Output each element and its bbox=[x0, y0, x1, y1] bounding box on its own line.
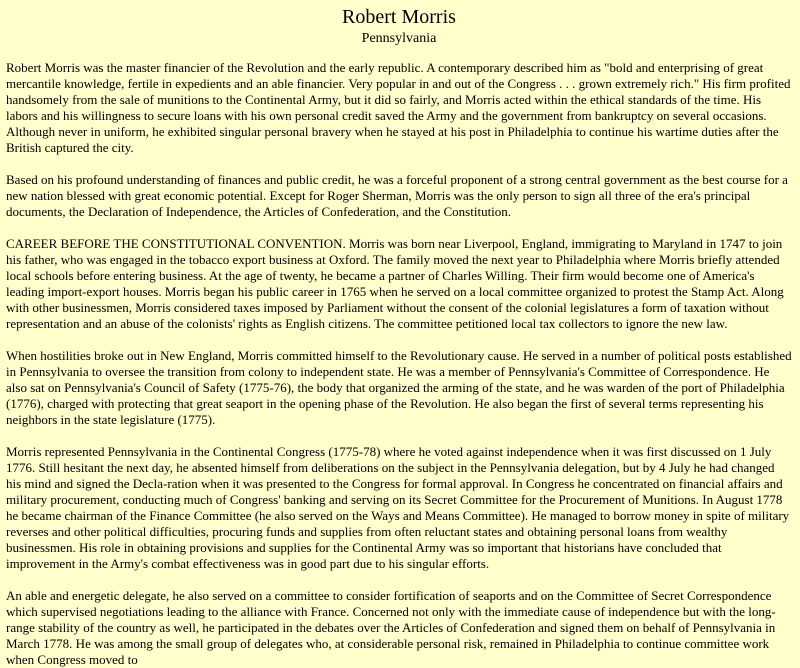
page-title: Robert Morris bbox=[342, 6, 456, 28]
paragraph-finance-views: Based on his profound understanding of finances and public credit, he was a forceful proponent of a strong central government as the best course for a new nation blessed with great economic potential. Except for Roger Sherman, Morris was the only person to sign all three of the era's principal documents, the Declaration of Independence, the Articles of Confederation, and the Constitution. bbox=[6, 172, 788, 219]
paragraph-intro: Robert Morris was the master financier of the Revolution and the early republic. A contemporary described him as "bold and enterprising of great mercantile knowledge, fertile in expedients and an able financier. Very popular in and out of the Congress . . . grown extremely rich." His firm profited handsomely from the sale of munitions to the Continental Army, but it did so fairly, and Morris acted within the ethical standards of the time. His labors and his willingness to secure loans with his own personal credit saved the Army and the government from bankruptcy on several occasions. Although never in uniform, he exhibited singular personal bravery when he stayed at his post in Philadelphia to continue his wartime duties after the British captured the city. bbox=[6, 60, 791, 155]
paragraph-continental-congress: Morris represented Pennsylvania in the Continental Congress (1775-78) where he voted against independence when it was first discussed on 1 July 1776. Still hesitant the next day, he absented himself from deliberations on the subject in the Pennsylvania delegation, but by 4 July he had changed his mind and signed the Decla-ration when it was presented to the Congress for formal approval. In Congress he concentrated on financial affairs and military procurement, conducting much of Congress' banking and serving on its Secret Committee for the Procurement of Munitions. In August 1778 he became chairman of the Finance Committee (he also served on the Ways and Means Committee). He managed to borrow money in spite of military reverses and other political difficulties, procuring funds and supplies from often reluctant states and obtaining personal loans from wealthy businessmen. His role in obtaining provisions and supplies for the Continental Army was so important that historians have concluded that improvement in the Army's combat effectiveness was in good part due to his singular efforts. bbox=[6, 444, 790, 571]
paragraph-delegate-duties: An able and energetic delegate, he also served on a committee to consider fortification of seaports and on the Committee of Secret Correspondence which supervised negotiations leading to the alliance with France. Concerned not only with the immediate cause of independence but with the long-range stability of the country as well, he participated in the debates over the Articles of Confederation and signed them on behalf of Pennsylvania in March 1778. He was among the small group of delegates who, at considerable personal risk, remained in Philadelphia to continue committee work when Congress moved to bbox=[6, 588, 776, 667]
page-subtitle-state: Pennsylvania bbox=[361, 31, 437, 46]
paragraph-revolution: When hostilities broke out in New England, Morris committed himself to the Revolutionary cause. He served in a number of political posts established in Pennsylvania to oversee the transition from colony to independent state. He was a member of Pennsylvania's Committee of Correspondence. He also sat on Pennsylvania's Council of Safety (1775-76), the body that organized the arming of the state, and he was warden of the port of Philadelphia (1776), charged with protecting that great seaport in the opening phase of the Revolution. He also began the first of several terms representing his neighbors in the state legislature (1775). bbox=[6, 348, 792, 427]
paragraph-early-career: CAREER BEFORE THE CONSTITUTIONAL CONVENTION. Morris was born near Liverpool, England, immigrating to Maryland in 1747 to join his father, who was engaged in the tobacco export business at Oxford. The family moved the next year to Philadelphia where Morris briefly attended local schools before entering business. At the age of twenty, he became a partner of Charles Willing. Their firm would become one of America's leading import-export houses. Morris began his public career in 1765 when he served on a local committee organized to protest the Stamp Act. Along with other businessmen, Morris considered taxes imposed by Parliament without the consent of the colonial legislatures a form of taxation without representation and an abuse of the colonists' rights as English citizens. The committee petitioned local tax collectors to ignore the new law. bbox=[6, 236, 784, 331]
